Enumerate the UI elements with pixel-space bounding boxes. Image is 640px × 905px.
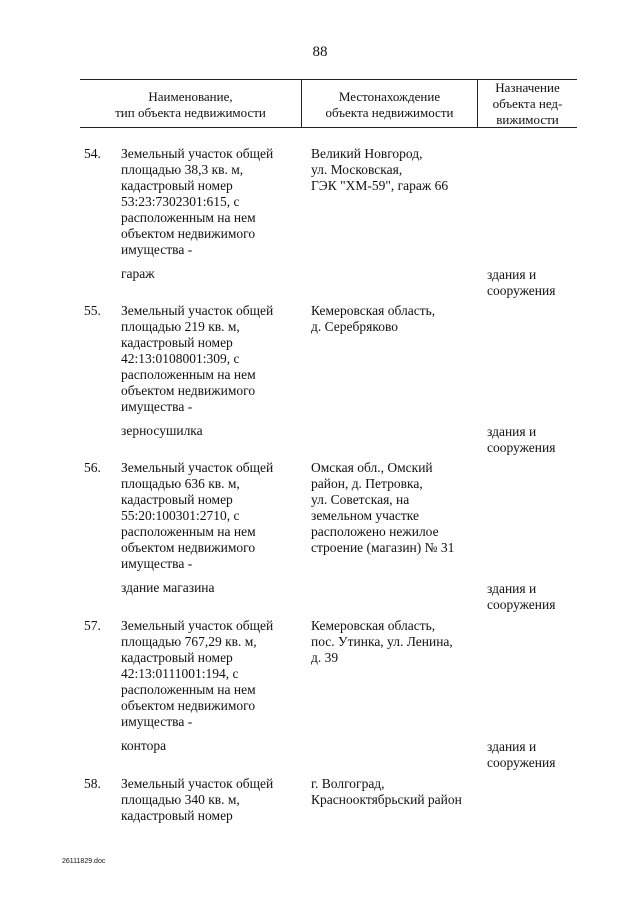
desc-line: расположенным на нем — [121, 367, 256, 382]
desc-line: объектом недвижимого — [121, 698, 256, 713]
desc-line: объектом недвижимого — [121, 383, 256, 398]
row-location — [311, 146, 476, 194]
loc-line: ГЭК "ХМ-59", гараж 66 — [311, 178, 449, 193]
row-purpose — [487, 267, 577, 299]
document-filename: 26111829.doc — [62, 858, 106, 865]
row-number: 58. — [84, 776, 101, 791]
row-location — [311, 618, 476, 666]
row-description — [121, 303, 291, 415]
header-purpose — [478, 80, 577, 128]
header-purpose-line: вижимости — [496, 112, 559, 127]
desc-line: расположенным на нем — [121, 682, 256, 697]
desc-line: 42:13:0108001:309, с — [121, 351, 240, 366]
desc-line: Земельный участок общей — [121, 776, 274, 791]
loc-line: строение (магазин) № 31 — [311, 540, 455, 555]
loc-line: расположено нежилое — [311, 524, 439, 539]
desc-line: расположенным на нем — [121, 524, 256, 539]
loc-line: земельном участке — [311, 508, 420, 523]
loc-line: Краснооктябрьский район — [311, 792, 462, 807]
loc-line: г. Волгоград, — [311, 776, 385, 791]
row-number: 56. — [84, 460, 101, 475]
desc-line: Земельный участок общей — [121, 460, 274, 475]
row-number: 54. — [84, 146, 101, 161]
row-number: 57. — [84, 618, 101, 633]
row-description — [121, 776, 291, 824]
loc-line: Кемеровская область, — [311, 303, 436, 318]
loc-line: пос. Утинка, ул. Ленина, — [311, 634, 453, 649]
purpose-line: здания и — [487, 424, 537, 439]
desc-line: 53:23:7302301:615, с — [121, 194, 240, 209]
desc-line: кадастровый номер — [121, 492, 233, 507]
desc-line: Земельный участок общей — [121, 303, 274, 318]
header-name-line: Наименование, — [148, 89, 233, 104]
desc-line: кадастровый номер — [121, 808, 233, 823]
desc-line: кадастровый номер — [121, 335, 233, 350]
desc-line: имущества - — [121, 714, 193, 729]
desc-line: имущества - — [121, 242, 193, 257]
row-object-type: зерносушилка — [121, 423, 203, 438]
row-purpose — [487, 739, 577, 771]
desc-line: объектом недвижимого — [121, 226, 256, 241]
header-purpose-line: объекта нед- — [492, 96, 563, 111]
purpose-line: сооружения — [487, 755, 556, 770]
desc-line: кадастровый номер — [121, 650, 233, 665]
loc-line: д. Серебряково — [311, 319, 399, 334]
row-object-type: контора — [121, 738, 167, 753]
header-location — [302, 89, 477, 121]
desc-line: площадью 219 кв. м, — [121, 319, 240, 334]
desc-line: Земельный участок общей — [121, 146, 274, 161]
page-number: 88 — [312, 44, 328, 60]
desc-line: 42:13:0111001:194, с — [121, 666, 239, 681]
loc-line: Великий Новгород, — [311, 146, 423, 161]
desc-line: имущества - — [121, 556, 193, 571]
row-location — [311, 303, 476, 335]
loc-line: ул. Московская, — [311, 162, 403, 177]
row-purpose — [487, 581, 577, 613]
header-location-line: объекта недвижимости — [325, 105, 454, 120]
header-name — [80, 89, 301, 121]
desc-line: 55:20:100301:2710, с — [121, 508, 240, 523]
purpose-line: здания и — [487, 267, 537, 282]
purpose-line: здания и — [487, 581, 537, 596]
desc-line: площадью 636 кв. м, — [121, 476, 240, 491]
row-description — [121, 146, 291, 258]
row-number: 55. — [84, 303, 101, 318]
purpose-line: сооружения — [487, 597, 556, 612]
desc-line: площадью 38,3 кв. м, — [121, 162, 244, 177]
row-location — [311, 460, 476, 556]
loc-line: Омская обл., Омский — [311, 460, 433, 475]
header-name-line: тип объекта недвижимости — [115, 105, 266, 120]
row-location — [311, 776, 476, 808]
purpose-line: сооружения — [487, 283, 556, 298]
row-object-type: гараж — [121, 266, 155, 281]
loc-line: Кемеровская область, — [311, 618, 436, 633]
row-object-type: здание магазина — [121, 580, 215, 595]
row-description — [121, 618, 291, 730]
loc-line: район, д. Петровка, — [311, 476, 423, 491]
desc-line: площадью 767,29 кв. м, — [121, 634, 257, 649]
loc-line: д. 39 — [311, 650, 339, 665]
row-purpose — [487, 424, 577, 456]
loc-line: ул. Советская, на — [311, 492, 410, 507]
header-location-line: Местонахождение — [338, 89, 441, 104]
row-description — [121, 460, 291, 572]
header-purpose-line: Назначение — [495, 80, 560, 95]
desc-line: Земельный участок общей — [121, 618, 274, 633]
desc-line: имущества - — [121, 399, 193, 414]
desc-line: расположенным на нем — [121, 210, 256, 225]
desc-line: площадью 340 кв. м, — [121, 792, 240, 807]
desc-line: кадастровый номер — [121, 178, 233, 193]
purpose-line: здания и — [487, 739, 537, 754]
desc-line: объектом недвижимого — [121, 540, 256, 555]
purpose-line: сооружения — [487, 440, 556, 455]
